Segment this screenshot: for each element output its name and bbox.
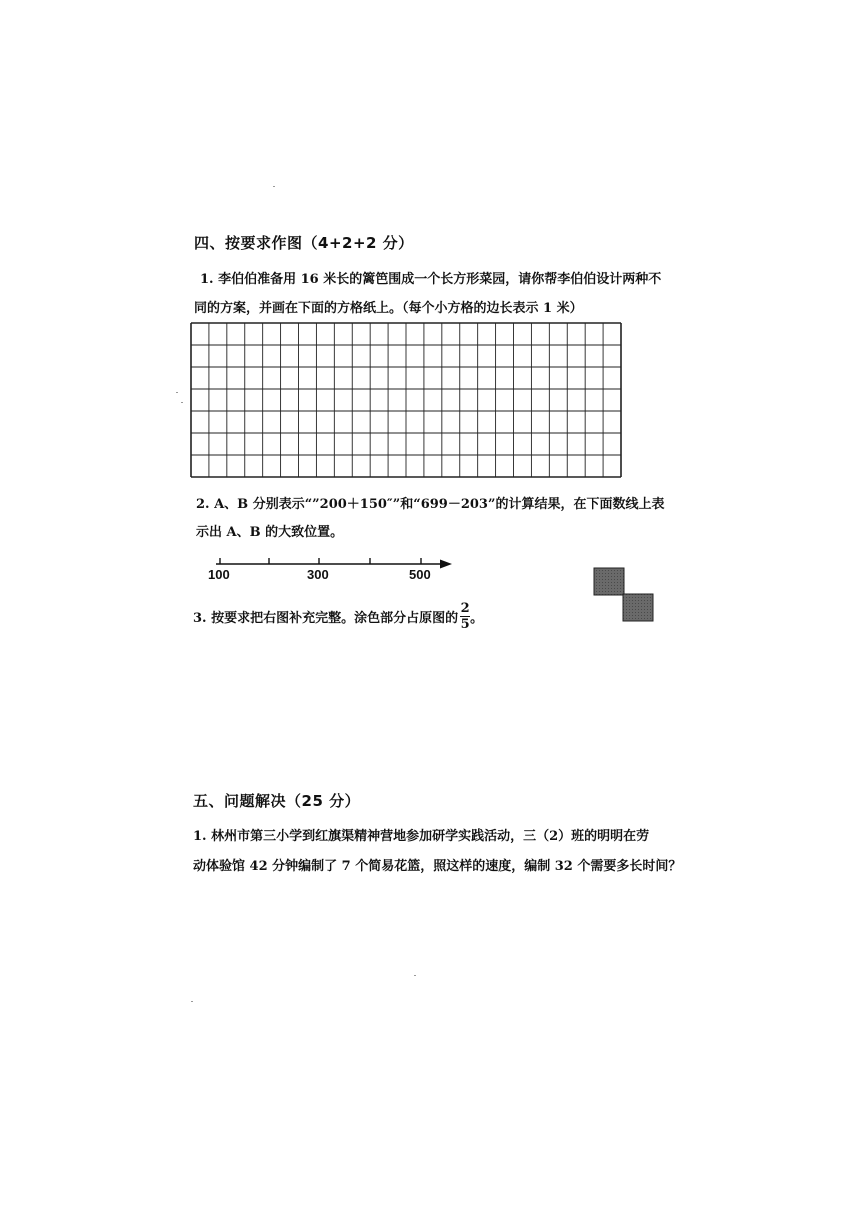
question-3 [193, 602, 483, 631]
section-5-title: 五、问题解决（25 分） [193, 792, 361, 810]
fraction-two-fifths [460, 602, 470, 631]
shaded-square-bottom-right [623, 594, 653, 621]
fraction-denominator: 5 [460, 617, 470, 632]
shaded-square-top-left [594, 568, 624, 595]
section-4-title: 四、按要求作图（4+2+2 分） [194, 234, 414, 252]
number-line-arrowhead [440, 560, 452, 569]
fraction-numerator: 2 [460, 601, 470, 616]
grid-paper [190, 322, 622, 478]
question-2-line-2: 示出 A、B 的大致位置。 [196, 525, 344, 540]
problem-1-line-1: 1. 林州市第三小学到红旗渠精神营地参加研学实践活动，三（2）班的明明在劳 [193, 829, 650, 844]
question-1-line-1: 1. 李伯伯准备用 16 米长的篱笆围成一个长方形菜园，请你帮李伯伯设计两种不 [200, 272, 662, 287]
problem-1-line-2: 动体验馆 42 分钟编制了 7 个简易花篮，照这样的速度，编制 32 个需要多长时间？ [193, 859, 682, 874]
question-3-text: 3. 按要求把右图补充完整。涂色部分占原图的 [193, 611, 459, 626]
shaded-figure [592, 566, 656, 624]
question-1-line-2: 同的方案，并画在下面的方格纸上。（每个小方格的边长表示 1 米） [194, 301, 583, 316]
question-3-end: 。 [470, 611, 484, 626]
number-line-label-300: 300 [307, 567, 329, 582]
question-2-line-1: 2. A、B 分别表示“”200＋150″”和“699－203”的计算结果，在下面数线上表 [196, 497, 665, 512]
number-line-label-500: 500 [409, 567, 431, 582]
number-line-label-100: 100 [208, 567, 230, 582]
